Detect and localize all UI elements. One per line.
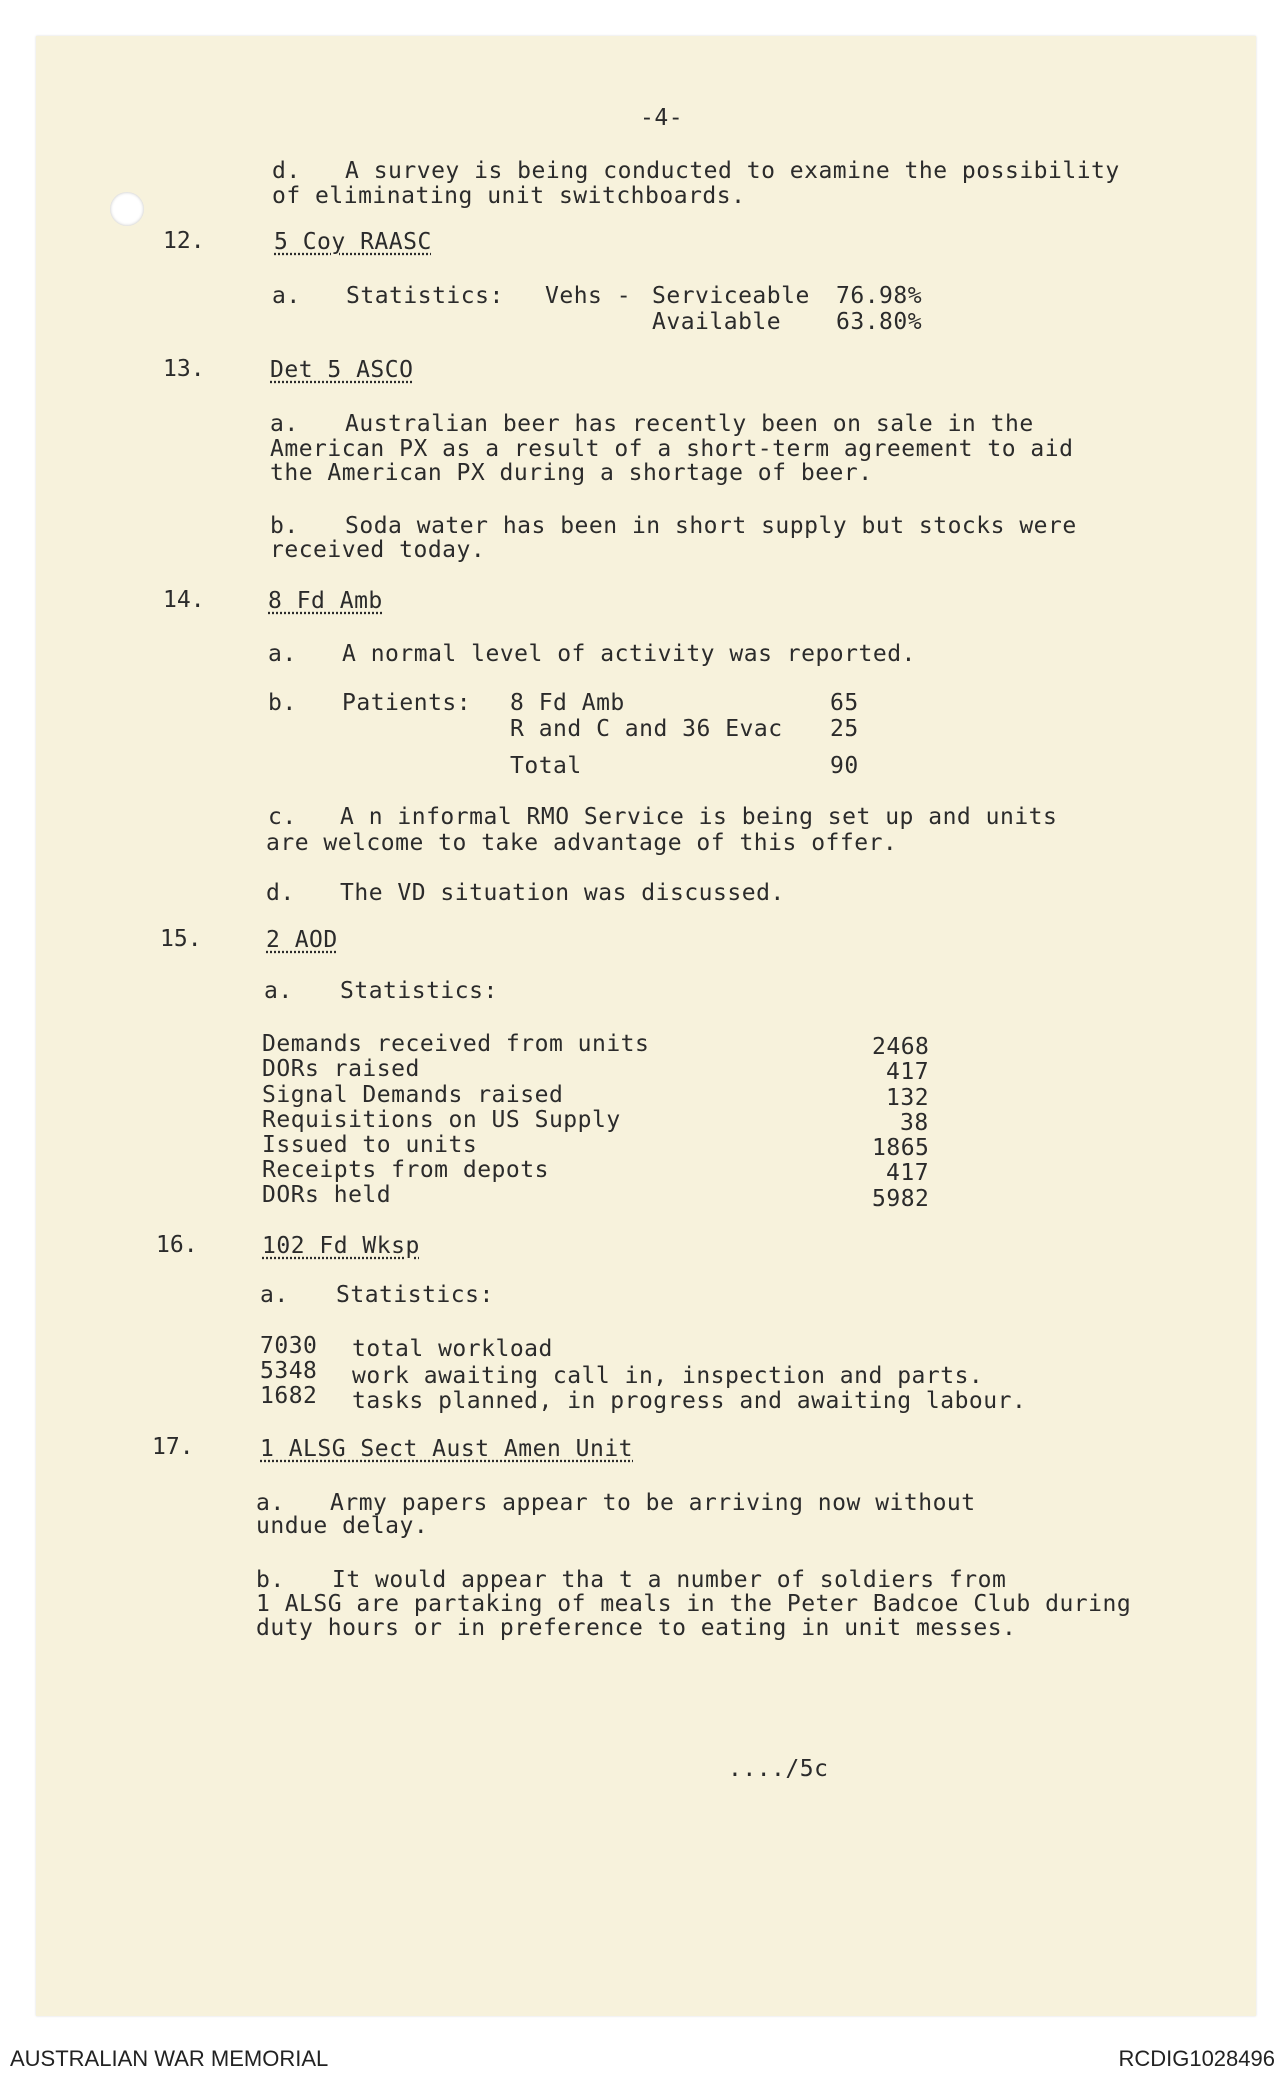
- section-15-title: 2 AOD: [266, 927, 338, 953]
- patients-row-1-name: 8 Fd Amb: [510, 690, 625, 716]
- section-17-number: 17.: [152, 1434, 194, 1460]
- section-13-a-label: a.: [270, 411, 299, 437]
- section-17-title: 1 ALSG Sect Aust Amen Unit: [260, 1436, 634, 1462]
- section-16-a-label: a.: [260, 1282, 289, 1308]
- page-number: -4-: [640, 105, 684, 131]
- section-16-number: 16.: [156, 1232, 198, 1258]
- section-17-b-line-1: It would appear tha t a number of soldiers from: [332, 1567, 1007, 1593]
- section-14-d-label: d.: [266, 880, 295, 906]
- aod-row-7-value: 5982: [872, 1186, 930, 1212]
- aod-row-1-name: Demands received from units: [262, 1031, 650, 1057]
- wksp-row-1-value: 7030: [260, 1333, 318, 1359]
- aod-row-2-value: 417: [886, 1059, 930, 1085]
- section-14-patients-label: Patients:: [342, 690, 472, 716]
- section-14-title: 8 Fd Amb: [268, 588, 383, 614]
- wksp-row-2-value: 5348: [260, 1358, 318, 1384]
- wksp-row-3-value: 1682: [260, 1383, 318, 1409]
- intro-line-2: of eliminating unit switchboards.: [272, 183, 746, 209]
- section-15-stats-label: Statistics:: [340, 978, 498, 1004]
- aod-row-3-value: 132: [886, 1085, 930, 1111]
- section-13-number: 13.: [163, 356, 205, 382]
- aod-row-7-name: DORs held: [262, 1182, 392, 1208]
- section-12-available-label: Available: [652, 309, 782, 335]
- section-14-c-line-2: are welcome to take advantage of this offer.: [266, 830, 898, 856]
- aod-row-4-value: 38: [900, 1110, 929, 1136]
- intro-label: d.: [272, 158, 301, 184]
- section-13-b-label: b.: [270, 513, 299, 539]
- section-14-d-text: The VD situation was discussed.: [340, 880, 785, 906]
- section-17-b-line-2: 1 ALSG are partaking of meals in the Peter Badcoe Club during: [256, 1591, 1132, 1617]
- patients-total-value: 90: [830, 753, 859, 779]
- section-14-c-label: c.: [268, 804, 297, 830]
- patients-row-2-name: R and C and 36 Evac: [510, 716, 783, 742]
- section-12-a-label: a.: [272, 283, 301, 309]
- aod-row-5-value: 1865: [872, 1135, 930, 1161]
- aod-row-3-name: Signal Demands raised: [262, 1082, 564, 1108]
- aod-row-4-name: Requisitions on US Supply: [262, 1107, 621, 1133]
- section-13-a-line-2: American PX as a result of a short-term agreement to aid: [270, 436, 1074, 462]
- section-12-vehs: Vehs -: [545, 283, 632, 309]
- wksp-row-2-text: work awaiting call in, inspection and parts.: [352, 1363, 984, 1389]
- section-12-title: 5 Coy RAASC: [274, 229, 432, 255]
- section-13-a-line-1: Australian beer has recently been on sale in the: [345, 411, 1034, 437]
- section-13-title: Det 5 ASCO: [270, 357, 414, 383]
- continuation-marker: ..../5c: [728, 1756, 829, 1782]
- section-14-number: 14.: [163, 587, 205, 613]
- wksp-row-1-text: total workload: [352, 1336, 553, 1362]
- section-14-b-label: b.: [268, 690, 297, 716]
- document-page: [36, 36, 1256, 2016]
- patients-row-1-value: 65: [830, 690, 859, 716]
- section-17-b-label: b.: [256, 1567, 285, 1593]
- punch-hole: [110, 192, 144, 226]
- section-17-a-line-2: undue delay.: [256, 1513, 429, 1539]
- footer-source: AUSTRALIAN WAR MEMORIAL: [10, 2046, 329, 2071]
- section-15-number: 15.: [160, 926, 202, 952]
- patients-total-name: Total: [510, 753, 582, 779]
- section-15-a-label: a.: [264, 978, 293, 1004]
- intro-line-1: A survey is being conducted to examine the possibility: [345, 158, 1120, 184]
- aod-row-6-name: Receipts from depots: [262, 1157, 549, 1183]
- section-12-serviceable-label: Serviceable: [652, 283, 810, 309]
- section-12-serviceable-value: 76.98%: [836, 283, 923, 309]
- section-12-number: 12.: [163, 228, 205, 254]
- section-16-title: 102 Fd Wksp: [262, 1233, 420, 1259]
- patients-row-2-value: 25: [830, 716, 859, 742]
- section-16-stats-label: Statistics:: [336, 1282, 494, 1308]
- section-13-b-line-1: Soda water has been in short supply but stocks were: [345, 513, 1077, 539]
- section-14-a-label: a.: [268, 641, 297, 667]
- section-14-c-line-1: A n informal RMO Service is being set up and units: [340, 804, 1058, 830]
- section-13-a-line-3: the American PX during a shortage of beer.: [270, 460, 873, 486]
- section-12-available-value: 63.80%: [836, 309, 923, 335]
- wksp-row-3-text: tasks planned, in progress and awaiting labour.: [352, 1388, 1027, 1414]
- footer-id: RCDIG1028496: [1118, 2046, 1275, 2071]
- section-17-a-line-1: Army papers appear to be arriving now without: [330, 1490, 976, 1516]
- section-17-a-label: a.: [256, 1490, 285, 1516]
- section-12-stats-label: Statistics:: [346, 283, 504, 309]
- aod-row-6-value: 417: [886, 1160, 930, 1186]
- section-13-b-line-2: received today.: [270, 537, 486, 563]
- section-14-a-text: A normal level of activity was reported.: [342, 641, 916, 667]
- aod-row-5-name: Issued to units: [262, 1132, 478, 1158]
- aod-row-1-value: 2468: [872, 1034, 930, 1060]
- aod-row-2-name: DORs raised: [262, 1056, 420, 1082]
- section-17-b-line-3: duty hours or in preference to eating in unit messes.: [256, 1615, 1017, 1641]
